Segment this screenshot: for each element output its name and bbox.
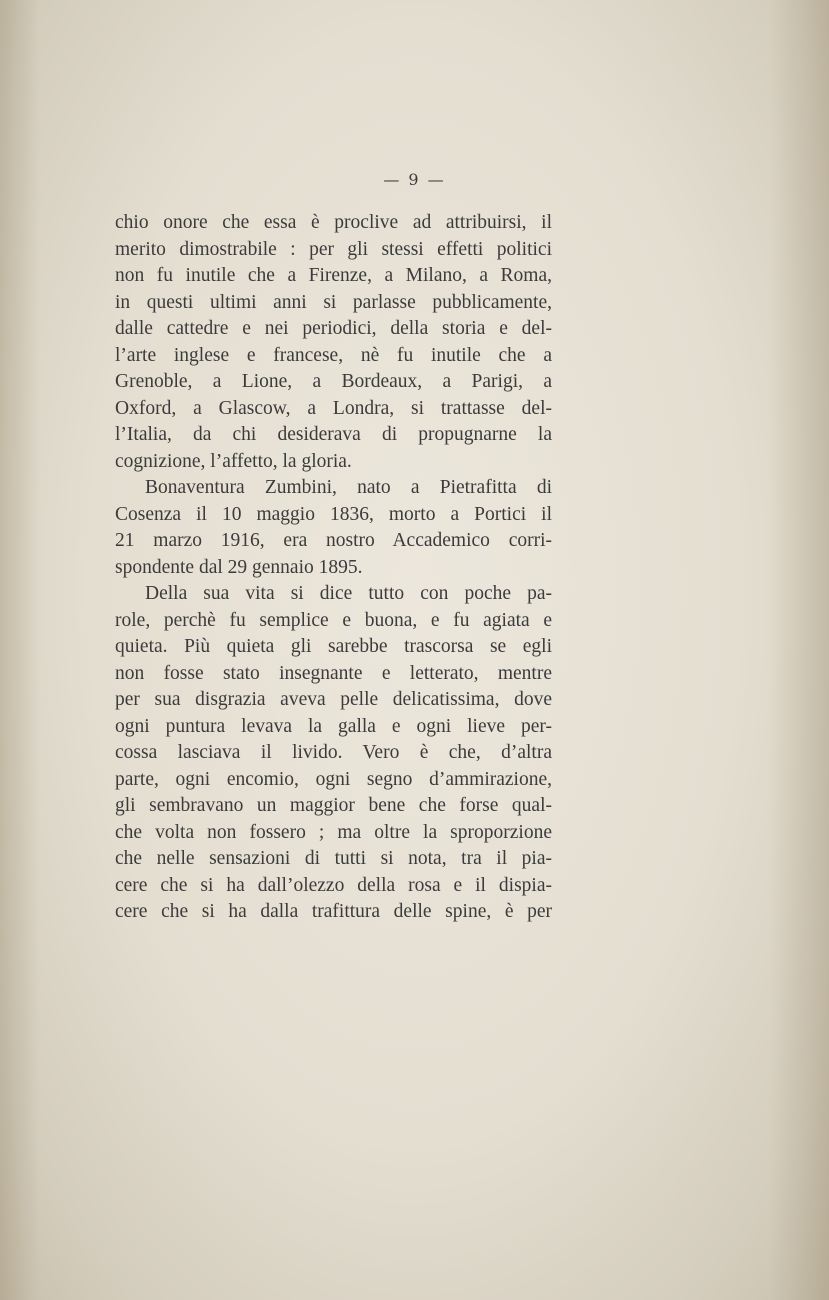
paragraph-3 [115,581,552,926]
text-line: chio onore che essa è proclive ad attribuirsi, il [115,212,552,233]
text-line: cossa lasciava il livido. Vero è che, d’altra [115,742,552,763]
text-line: in questi ultimi anni si parlasse pubblicamente, [115,291,552,313]
text-line: Cosenza il 10 maggio 1836, morto a Portici il [115,503,552,525]
text-line: quieta. Più quieta gli sarebbe trascorsa se egli [115,636,552,657]
text-line: 21 marzo 1916, era nostro Accademico corri- [115,530,552,551]
text-line: Grenoble, a Lione, a Bordeaux, a Parigi, a [115,371,552,392]
paragraph-2 [115,475,552,581]
page-edge-shadow-right [769,0,829,1300]
paragraph-1 [115,210,552,475]
text-line: che nelle sensazioni di tutti si nota, tra il pia- [115,848,552,869]
text-line: cere che si ha dall’olezzo della rosa e il dispia- [115,874,552,896]
page-edge-shadow-left [0,0,40,1300]
text-line: role, perchè fu semplice e buona, e fu agiata e [115,609,552,631]
text-line: non fosse stato insegnante e letterato, mentre [115,662,552,684]
text-line: Della sua vita si dice tutto con poche pa- [145,583,552,604]
text-line: Oxford, a Glascow, a Londra, si trattasse del- [115,397,552,419]
text-line: cognizione, l’affetto, la gloria. [115,450,352,472]
text-line: ogni puntura levava la galla e ogni lieve per- [115,715,552,737]
text-line: Bonaventura Zumbini, nato a Pietrafitta di [145,477,552,498]
body-text [115,210,552,926]
text-line: l’arte inglese e francese, nè fu inutile che a [115,344,552,366]
text-line: spondente dal 29 gennaio 1895. [115,556,363,578]
text-line: per sua disgrazia aveva pelle delicatissima, dove [115,689,552,710]
text-line: cere che si ha dalla trafittura delle spine, è per [115,901,552,922]
page-number: — 9 — [383,170,446,189]
text-line: che volta non fossero ; ma oltre la sproporzione [115,821,552,843]
text-line: dalle cattedre e nei periodici, della storia e del- [115,318,552,339]
text-line: l’Italia, da chi desiderava di propugnarne la [115,424,552,445]
text-line: parte, ogni encomio, ogni segno d’ammirazione, [115,768,552,790]
text-line: non fu inutile che a Firenze, a Milano, a Roma, [115,265,552,286]
text-line: merito dimostrabile : per gli stessi effetti politici [115,238,552,260]
text-line: gli sembravano un maggior bene che forse qual- [115,795,552,816]
